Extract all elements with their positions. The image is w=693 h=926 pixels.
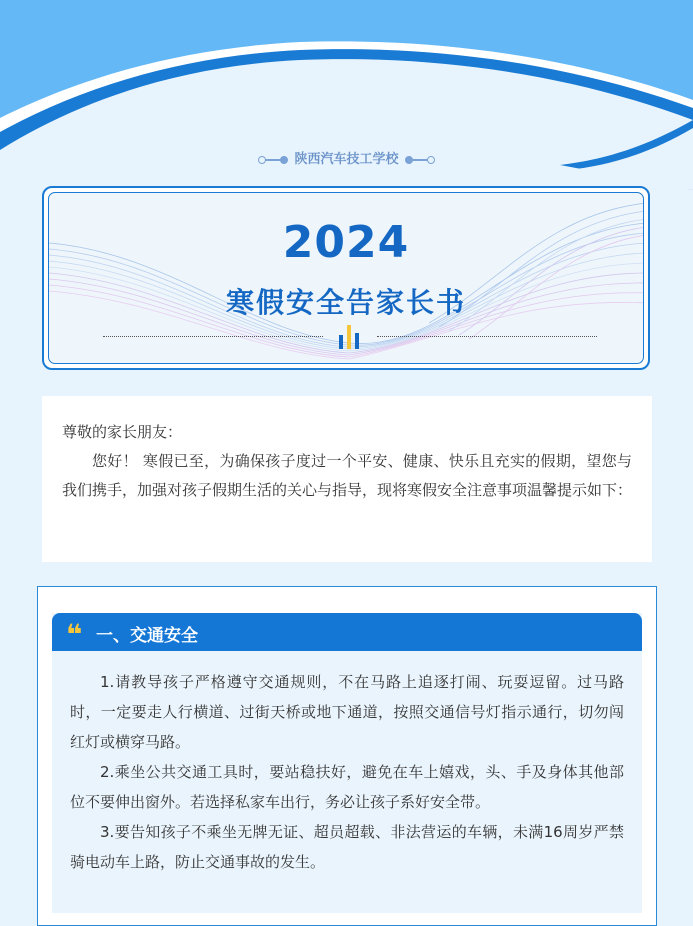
title-card [42, 186, 650, 370]
traffic-safety-section [37, 586, 657, 926]
list-item: 1.请教导孩子严格遵守交通规则，不在马路上追逐打闹、玩耍逗留。过马路时，一定要走人行横道、过街天桥或地下通道，按照交通信号灯指示通行，切勿闯红灯或横穿马路。 [70, 673, 624, 751]
section-title: 一、交通安全 [96, 626, 198, 646]
right-dotted-divider [377, 336, 597, 337]
list-item: 2.乘坐公共交通工具时，要站稳扶好，避免在车上嬉戏，头、手及身体其他部位不要伸出窗外。若选择私家车出行，务必让孩子系好安全带。 [70, 763, 624, 811]
letter-greeting: 尊敬的家长朋友： [62, 423, 183, 441]
list-item: 3.要告知孩子不乘坐无牌无证、超员超载、非法营运的车辆，未满16周岁严禁骑电动车上路，防止交通事故的发生。 [70, 823, 624, 871]
year-heading: 2024 [282, 217, 410, 268]
letter-body: 您好！ 寒假已至，为确保孩子度过一个平安、健康、快乐且充实的假期，望您与我们携手，加强对孩子假期生活的关心与指导，现将寒假安全注意事项温馨提示如下： [62, 452, 633, 499]
left-ornament-icon [260, 159, 286, 161]
title-card-inner [48, 192, 644, 364]
letter-intro [42, 396, 652, 562]
school-name: 陕西汽车技工学校 [294, 152, 399, 167]
left-dotted-divider [103, 336, 323, 337]
right-ornament-icon [407, 159, 433, 161]
quote-mark-icon: ❝ [66, 618, 83, 651]
header-wave-decoration [0, 0, 693, 200]
section-content [52, 667, 642, 877]
section-header [52, 613, 642, 651]
school-name-header [0, 148, 693, 167]
bar-chart-icon [337, 321, 367, 351]
page-title: 寒假安全告家长书 [225, 286, 466, 319]
